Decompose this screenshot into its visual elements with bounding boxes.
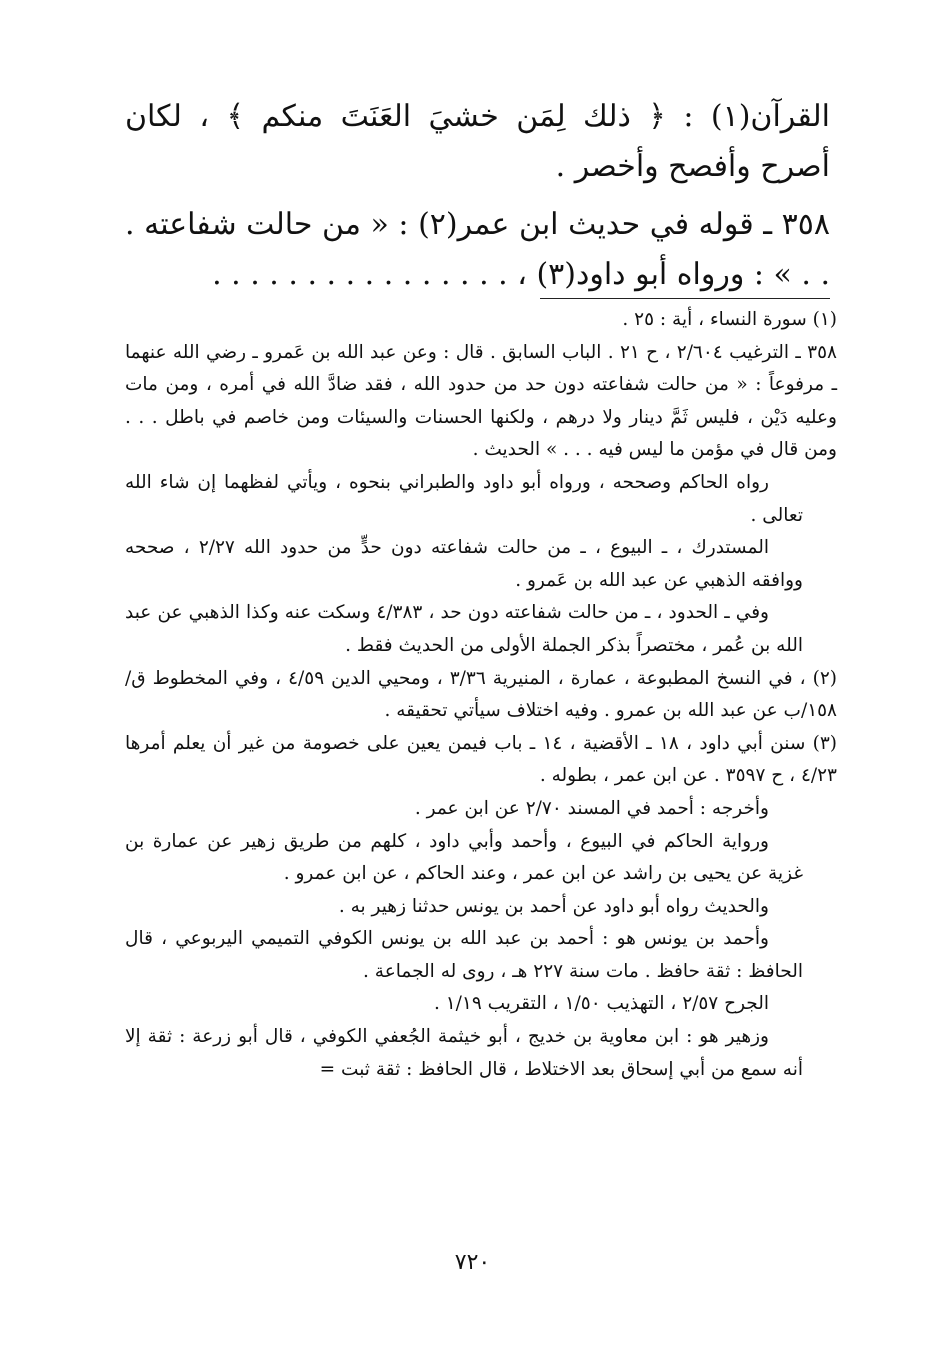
footnote-3-hakim: ورواية الحاكم في البيوع ، وأحمد وأبي داود ، كلهم من طريق زهير عن عمارة بن غزية عن يحيى بن راشد عن ابن عمر ، وعند الحاكم ، عن ابن عمرو . [125, 830, 803, 885]
footnote-3-ahmad-ibn-yunus: وأحمد بن يونس هو : أحمد بن عبد الله بن يونس الكوفي التميمي اليربوعي ، قال الحافظ : ثقة حافظ . مات سنة ٢٢٧ هـ ، روى له الجماعة . [125, 928, 803, 982]
footnote-3-references: الجرح ٢/٥٧ ، التهذيب ١/٥٠ ، التقريب ١/١٩ . [433, 993, 769, 1015]
footnotes [125, 304, 837, 1086]
main-paragraph-358: ٣٥٨ ـ قوله في حديث ابن عمر(٢) : « من حالت شفاعته . . . » : ورواه أبو داود(٣) ، . . . . . . . . . . . . . . . . [125, 207, 830, 292]
footnote-3-ahmad: وأخرجه : أحمد في المسند ٢/٧٠ عن ابن عمر . [414, 797, 769, 819]
footnote-358-narration: رواه الحاكم وصححه ، ورواه أبو داود والطبراني بنحوه ، ويأتي لفظهما إن شاء الله تعالى . [125, 471, 803, 526]
footnote-3-zuhair: وزهير هو : ابن معاوية بن خديج ، أبو خيثمة الجُعفي الكوفي ، قال أبو زرعة : ثقة إلا أنه سمع من أبي إسحاق بعد الاختلاط ، قال الحافظ : ثقة ثبت = [125, 1026, 803, 1080]
footnote-2: (٢) ، في النسخ المطبوعة ، عمارة ، المنيرية ٣/٣٦ ، ومحيي الدين ٤/٥٩ ، وفي المخطوط ق/١٥٨/ب عن عبد الله بن عمرو . وفيه اختلاف سيأتي تحقيقه . [125, 667, 837, 722]
footnote-3-abudawud: والحديث رواه أبو داود عن أحمد بن يونس حدثنا زهير به . [338, 895, 769, 917]
footnote-separator [540, 298, 830, 299]
main-text [125, 92, 830, 308]
footnote-358-source: ٣٥٨ ـ الترغيب ٢/٦٠٤ ، ح ٢١ . الباب السابق . قال : وعن عبد الله بن عَمرو ـ رضي الله عنهما ـ مرفوعاً : « من حالت شفاعته دون حد من حدود الله ، فقد ضادَّ الله في أمره ، ومن مات وعليه دَيْن ، فليس ثَمَّ دينار ولا درهم ، ولكنها الحسنات والسيئات ومن خاصم في باطل . . . ومن قال في مؤمن ما ليس فيه . . . » الحديث . [125, 341, 837, 461]
footnote-358-hudud: وفي ـ الحدود ، ـ من حالت شفاعته دون حد ، ٤/٣٨٣ وسكت عنه وكذا الذهبي عن عبد الله بن عُمر ، مختصراً بذكر الجملة الأولى من الحديث فقط . [125, 602, 803, 656]
footnote-358-mustadrak: المستدرك ، ـ البيوع ، ـ من حالت شفاعته دون حدٍّ من حدود الله ٢/٢٧ ، صححه ووافقه الذهبي عن عبد الله بن عَمرو . [125, 537, 803, 591]
footnote-3: (٣) سنن أبي داود ، ١٨ ـ الأقضية ، ١٤ ـ باب فيمن يعين على خصومة من غير أن يعلم أمرها ٤/٢٣ ، ح ٣٥٩٧ . عن ابن عمر ، بطوله . [125, 732, 837, 787]
main-paragraph-quran: القرآن(١) : ﴿ ذلك لِمَن خشيَ العَنَتَ منكم ﴾ ، لكان أصرح وأفصح وأخصر . [125, 99, 830, 184]
page-number: ٧٢٠ [454, 1250, 491, 1275]
footnote-1: (١) سورة النساء ، أية : ٢٥ . [622, 309, 837, 330]
